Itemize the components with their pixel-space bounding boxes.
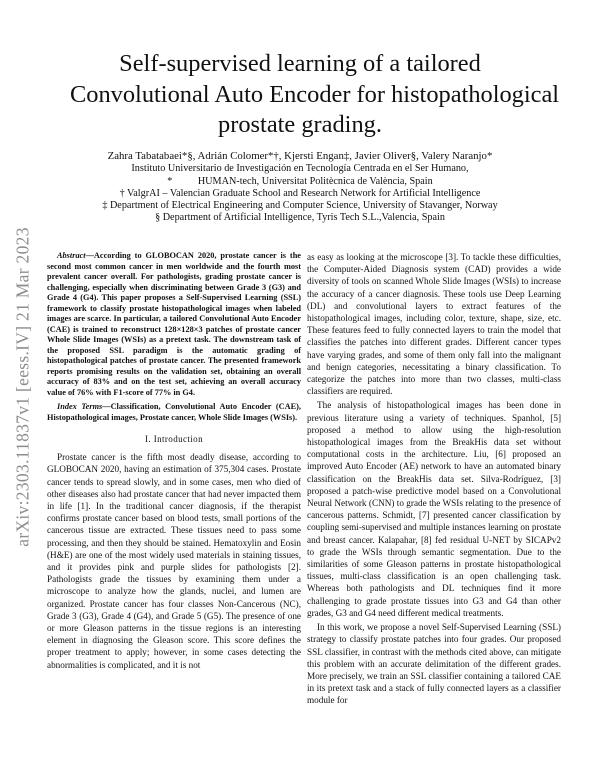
arxiv-identifier: arXiv:2303.11837v1 [eess.IV] 21 Mar 2023 [12, 227, 33, 547]
abstract-text: —According to GLOBOCAN 2020, prostate cancer is the second most common cancer in men worldwide and the fourth most prevalent cancer overall. For pathologists, grading prostate cancer is challenging, especially when discriminating between Grade 3 (G3) and Grade 4 (G4). This paper proposes a Self-Supervised Learning (SSL) framework to classify prostate histopathological images when labeled images are scarce. In particular, a tailored Convolutional Auto Encoder (CAE) is trained to reconstruct 128×128×3 patches of prostate cancer Whole Slide Images (WSIs) as a pretext task. The downstream task of the proposed SSL paradigm is the automatic grading of histopathological patches of prostate cancer. The presented framework reports promising results on the validation set, obtaining an overall accuracy of 83% and on the test set, achieving an overall accuracy value of 76% with F1-score of 77% in G4. [47, 251, 301, 397]
right-column [307, 251, 561, 707]
index-terms-text: —Classification, Convolutional Auto Encoder (CAE), Histopathological images, Prostate cancer, Whole Slide Images (WSIs). [47, 402, 301, 422]
affiliation: § Department of Artificial Intelligence, Tyris Tech S.L.,Valencia, Spain [155, 212, 445, 224]
affiliation: † ValgrAI – Valencian Graduate School and Research Network for Artificial Intelligence [119, 187, 481, 199]
title-line: Convolutional Auto Encoder for histopathological [70, 80, 560, 108]
title-line: Self-supervised learning of a tailored [119, 50, 481, 77]
arxiv-stamp [8, 226, 38, 548]
body-paragraph: In this work, we propose a novel Self-Supervised Learning (SSL) strategy to classify prostate patches into four grades. Our proposed SSL classifier, in contrast with the methods cited above, can mitigate this problem with an accurate delimitation of the different grades. More precisely, we train an SSL classifier containing a tailored CAE in its pretext task and a stack of fully connected layers as a classifier module for [307, 622, 561, 706]
affiliation: ‡ Department of Electrical Engineering and Computer Science, University of Stavanger, Norway [102, 200, 498, 212]
body-paragraph: as easy as looking at the microscope [3]. To tackle these difficulties, the Computer-Aided Diagnosis system (CAD) provides a wide diversity of tools on scanned Whole Slide Images (WSIs) to increase the accuracy of a cancer diagnosis. These tools use Deep Learning (DL) and convolutional layers to extract features of the histopathological images, including color, texture, shape, size, etc. These features feed to fully connected layers to train the model that classifies the patches into different grades. Different cancer types have varying grades, and some of them only fall into the malignant and benign categories, necessitating a binary classification. To categorize the patches into more than two classes, multi-class classifiers are required. [307, 252, 561, 397]
author-names: Zahra Tabatabaei*§, Adrián Colomer*†, Kjersti Engan‡, Javier Oliver§, Valery Naranjo* [107, 150, 493, 162]
index-terms [47, 402, 301, 423]
title-line: prostate grading. [218, 111, 382, 138]
body-paragraph: The analysis of histopathological images has been done in previous literature using a variety of techniques. Spanhol, [5] proposed a method to allow using the high-resolution histopathological images from the BreakHis data set without computational costs in the architecture. Liu, [6] proposed an improved Auto Encoder (AE) network to have an automated binary classification on the BreakHis data set. Silva-Rodríguez, [3] proposed a patch-wise predictive model based on a Convolutional Neural Network (CNN) to grade the WSIs relating to the presence of cancerous patterns. Schmidt, [7] presented cancer classification by coupling semi-supervised and multiple instances learning on prostate and breast cancer. Kalapahar, [8] fed residual U-NET by SICAPv2 to grade the WSIs through semantic segmentation. Due to the similarities of some Gleason patterns in prostate histopathological tissues, multi-class classification is an open challenging task. Whereas both pathologists and DL techniques find it more challenging to grade prostate tissues into G3 and G4 than other grades, G3 and G4 need different medical treatments. [307, 400, 561, 618]
index-terms-lead: Index Terms [57, 402, 103, 411]
abstract-lead: Abstract [57, 251, 86, 260]
affiliation: Instituto Universitario de Investigación en Tecnología Centrada en el Ser Humano, [131, 163, 469, 175]
left-column [47, 251, 301, 671]
abstract [47, 251, 301, 398]
section-heading: I. Introduction [145, 434, 203, 444]
author-block [60, 150, 540, 225]
paper-title [70, 49, 560, 141]
intro-paragraph: Prostate cancer is the fifth most deadly disease, according to GLOBOCAN 2020, having an estimation of 375,304 cases. Prostate cancer tends to spread slowly, and in some cases, men who died of other diseases also had prostate cancer that had never impacted them in life [1]. In the traditional cancer diagnosis, if the therapist confirms prostate cancer based on blood tests, small portions of the cancerous tissue are extracted. These tissues need to pass some processing, and then they should be stained. Hematoxylin and Eosin (H&E) are one of the most widely used materials in staining tissues, and it provides pink and purple slides for pathologists [2]. Pathologists grade the tissues by examining them under a microscope to analyze how the glands, nuclei, and lumen are organized. Prostate cancer has four classes Non-Cancerous (NC), Grade 3 (G3), Grade 4 (G4), and Grade 5 (G5). The presence of one or more Gleason patterns in the tissue regions is an interesting element in diagnosing the Gleason score. This score defines the proper treatment to apply; however, in some cases detecting the abnormalities is complicated, and it is not [47, 452, 301, 670]
affiliation: * HUMAN-tech, Universitat Politècnica de València, Spain [167, 175, 433, 187]
